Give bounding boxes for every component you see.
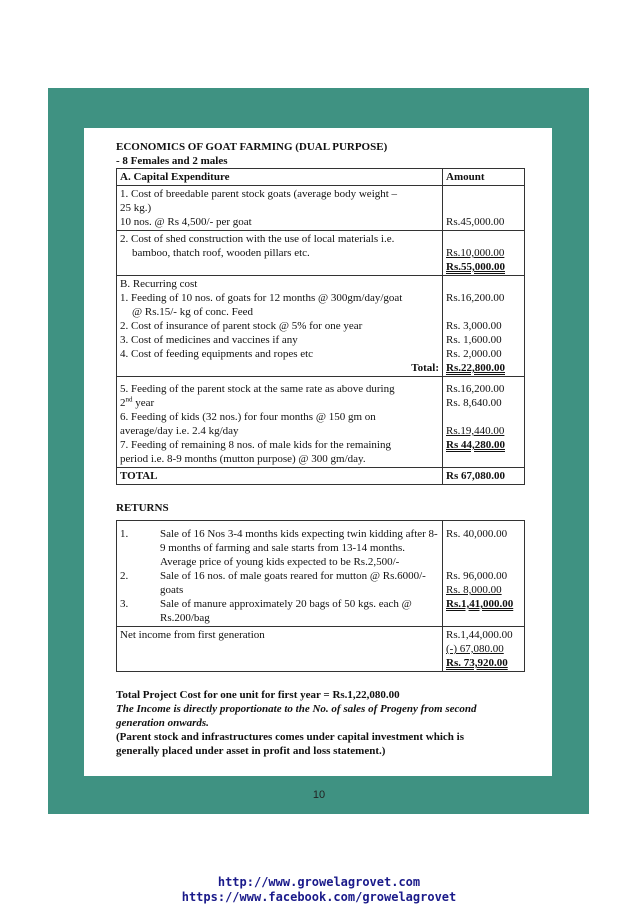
document-title: ECONOMICS OF GOAT FARMING (DUAL PURPOSE) <box>116 141 388 153</box>
recurring-amounts <box>443 276 525 377</box>
amount-value: Rs. 2,000.00 <box>446 348 502 360</box>
total-project-cost: Total Project Cost for one unit for first year = Rs.1,22,080.00 <box>116 689 400 701</box>
table-header-row <box>117 169 525 186</box>
additional-feeding-block <box>117 377 443 468</box>
facebook-link[interactable]: https://www.facebook.com/growelagrovet <box>181 890 457 904</box>
item-5-line2: 2nd year <box>120 395 155 409</box>
row-item-1 <box>117 186 443 231</box>
header-amount: Amount <box>443 169 525 186</box>
item-5-line1: 5. Feeding of the parent stock at the same rate as above during <box>120 383 395 395</box>
capital-expenditure-table <box>116 168 525 485</box>
row-item-2-line2: bamboo, thatch roof, wooden pillars etc. <box>132 247 310 259</box>
grand-total-amount: Rs 67,080.00 <box>443 468 525 485</box>
table-row <box>117 627 525 672</box>
recurring-total: Rs.22,800.00 <box>446 362 505 374</box>
capital-note-line2: generally placed under asset in profit and loss statement.) <box>116 745 386 757</box>
returns-amounts <box>443 521 525 627</box>
amount-value: Rs. 1,600.00 <box>446 334 502 346</box>
amount-value: Rs.1,44,000.00 <box>446 629 513 641</box>
recurring-item-4: 4. Cost of feeding equipments and ropes etc <box>120 348 314 360</box>
returns-table <box>116 520 525 672</box>
grand-total-label: TOTAL <box>117 468 443 485</box>
net-income-amounts <box>443 627 525 672</box>
amount-value: Rs. 40,000.00 <box>446 528 508 540</box>
return-item-1: 1. Sale of 16 Nos 3-4 months kids expecting twin kidding after 8-9 months of farming and sale starts from 13-14 months. Average price of young kids expected to be Rs.2,500/- <box>120 528 438 568</box>
net-income-total: Rs. 73,920.00 <box>446 657 508 669</box>
item-6-line2: average/day i.e. 2.4 kg/day <box>120 425 239 437</box>
recurring-total-label: Total: <box>411 362 439 374</box>
returns-total: Rs.1,41,000.00 <box>446 598 514 610</box>
table-row <box>117 186 525 231</box>
returns-items <box>117 521 443 627</box>
summary-block <box>116 688 525 758</box>
capital-note-line1: (Parent stock and infrastructures comes under capital investment which is <box>116 731 465 743</box>
row-item-1-line2: 25 kg.) <box>120 202 152 214</box>
recurring-item-2: 2. Cost of insurance of parent stock @ 5% for one year <box>120 320 363 332</box>
document-subtitle: - 8 Females and 2 males <box>116 155 228 167</box>
item-7-line2: period i.e. 8-9 months (mutton purpose) @ 300 gm/day. <box>120 453 366 465</box>
amount-value: Rs.45,000.00 <box>446 216 505 228</box>
return-item-2: 2. Sale of 16 nos. of male goats reared for mutton @ Rs.6000/- goats <box>120 570 426 596</box>
table-row <box>117 231 525 276</box>
amount-value: Rs.16,200.00 <box>446 383 505 395</box>
row-item-2 <box>117 231 443 276</box>
table-row <box>117 521 525 627</box>
capital-total: Rs.55,000.00 <box>446 261 505 273</box>
amount-value: Rs.19,440.00 <box>446 425 505 437</box>
website-link[interactable]: http://www.growelagrovet.com <box>217 875 421 889</box>
additional-feeding-amounts <box>443 377 525 468</box>
returns-heading: RETURNS <box>116 502 169 514</box>
amount-value: Rs. 8,000.00 <box>446 584 502 596</box>
recurring-cost-block <box>117 276 443 377</box>
row-item-2-amount <box>443 231 525 276</box>
table-row <box>117 377 525 468</box>
row-item-2-line1: 2. Cost of shed construction with the use of local materials i.e. <box>120 233 395 245</box>
amount-value: Rs. 96,000.00 <box>446 570 508 582</box>
amount-value: Rs.16,200.00 <box>446 292 505 304</box>
item-7-line1: 7. Feeding of remaining 8 nos. of male kids for the remaining <box>120 439 391 451</box>
recurring-cost-heading: B. Recurring cost <box>120 278 198 290</box>
table-row <box>117 468 525 485</box>
page-number: 10 <box>312 789 326 801</box>
footer-links <box>0 875 638 905</box>
recurring-item-1-line1: 1. Feeding of 10 nos. of goats for 12 months @ 300gm/day/goat <box>120 292 403 304</box>
row-item-1-line3: 10 nos. @ Rs 4,500/- per goat <box>120 216 252 228</box>
net-income-label: Net income from first generation <box>117 627 443 672</box>
document-content <box>116 138 525 758</box>
amount-value: Rs. 8,640.00 <box>446 397 502 409</box>
recurring-item-3: 3. Cost of medicines and vaccines if any <box>120 334 298 346</box>
amount-value: (-) 67,080.00 <box>446 643 504 655</box>
income-note: The Income is directly proportionate to the No. of sales of Progeny from second generation onwards. <box>116 703 477 729</box>
recurring-item-1-line2: @ Rs.15/- kg of conc. Feed <box>132 306 254 318</box>
item-6-line1: 6. Feeding of kids (32 nos.) for four months @ 150 gm on <box>120 411 376 423</box>
row-item-1-line1: 1. Cost of breedable parent stock goats (average body weight – <box>120 188 398 200</box>
row-item-1-amount <box>443 186 525 231</box>
amount-value: Rs. 3,000.00 <box>446 320 502 332</box>
return-item-3: 3. Sale of manure approximately 20 bags of 50 kgs. each @ Rs.200/bag <box>120 598 412 624</box>
table-row <box>117 276 525 377</box>
header-capital-expenditure: A. Capital Expenditure <box>117 169 443 186</box>
amount-value: Rs.10,000.00 <box>446 247 505 259</box>
amount-value: Rs 44,280.00 <box>446 439 505 451</box>
